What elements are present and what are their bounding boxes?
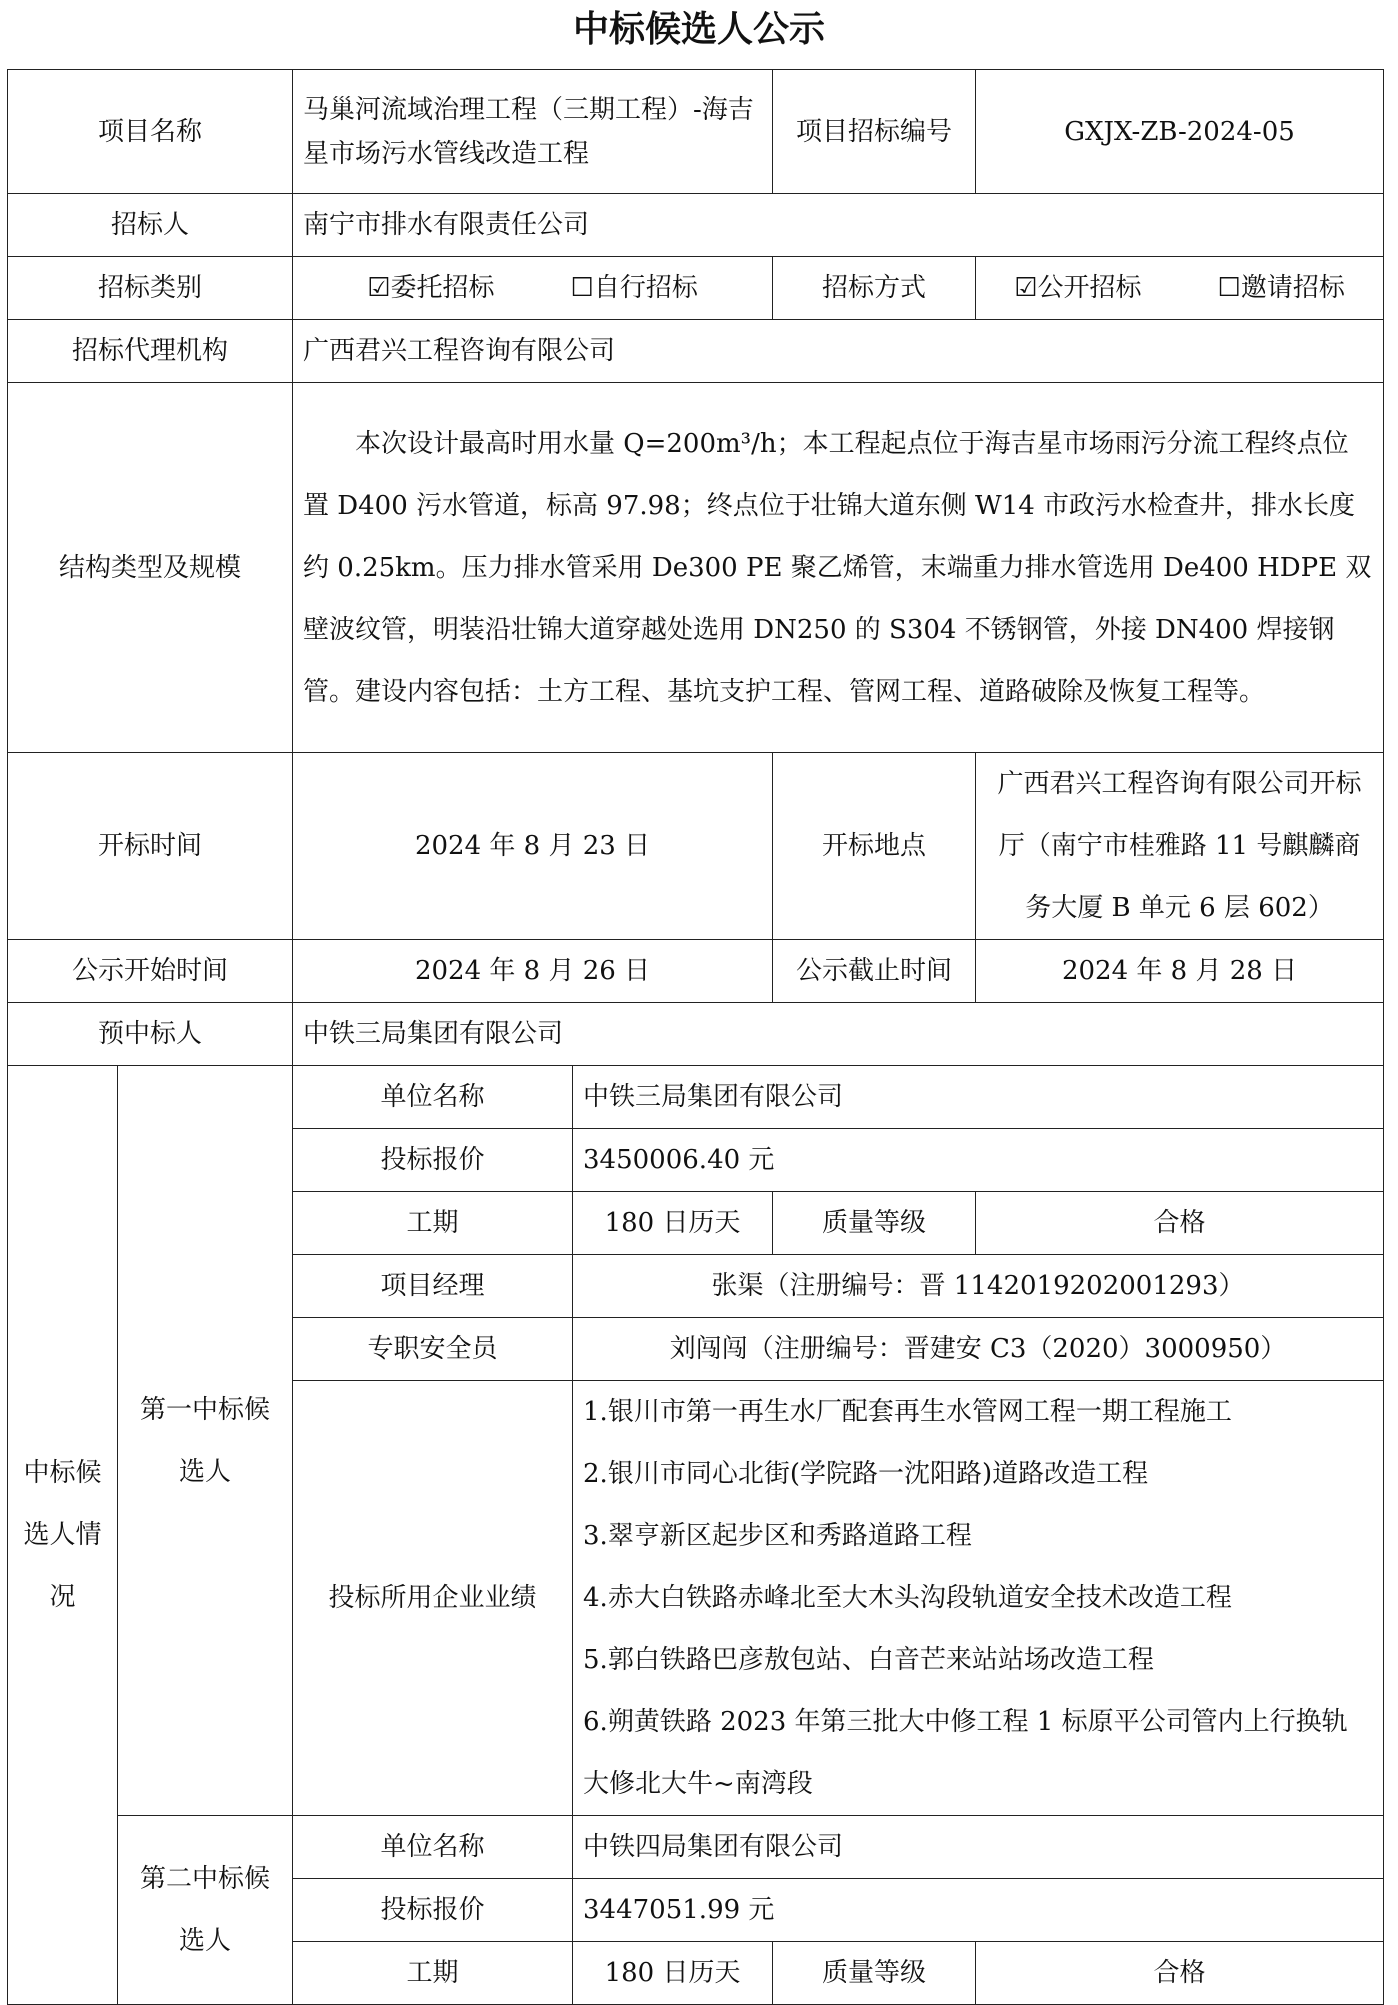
first-perf-label: 投标所用企业业绩 — [293, 1381, 573, 1816]
first-quality-value: 合格 — [976, 1192, 1384, 1255]
first-pm-label: 项目经理 — [293, 1255, 573, 1318]
self-checkbox[interactable]: ☐自行招标 — [570, 273, 698, 303]
opening-place-value: 广西君兴工程咨询有限公司开标厅（南宁市桂雅路 11 号麒麟商务大厦 B 单元 6 层 602） — [976, 753, 1384, 940]
perf-item: 1.银川市第一再生水厂配套再生水管网工程一期工程施工 — [583, 1397, 1232, 1427]
agency-value: 广西君兴工程咨询有限公司 — [293, 320, 1384, 383]
bid-type-label: 招标类别 — [8, 257, 293, 320]
bid-type-options — [293, 257, 773, 320]
perf-item: 2.银川市同心北街(学院路一沈阳路)道路改造工程 — [583, 1459, 1149, 1489]
second-price-value: 3447051.99 元 — [573, 1879, 1384, 1942]
second-quality-label: 质量等级 — [773, 1942, 976, 2005]
perf-item: 4.赤大白铁路赤峰北至大木头沟段轨道安全技术改造工程 — [583, 1583, 1232, 1613]
publicity-end-label: 公示截止时间 — [773, 940, 976, 1003]
first-perf-list — [573, 1381, 1384, 1816]
candidates-label: 中标候选人情况 — [8, 1066, 118, 2005]
second-price-label: 投标报价 — [293, 1879, 573, 1942]
agency-label: 招标代理机构 — [8, 320, 293, 383]
publicity-start-value: 2024 年 8 月 26 日 — [293, 940, 773, 1003]
first-safety-value: 刘闯闯（注册编号：晋建安 C3（2020）3000950） — [573, 1318, 1384, 1381]
opening-time-value: 2024 年 8 月 23 日 — [293, 753, 773, 940]
winner-value: 中铁三局集团有限公司 — [293, 1003, 1384, 1066]
winner-label: 预中标人 — [8, 1003, 293, 1066]
structure-label: 结构类型及规模 — [8, 383, 293, 753]
opening-place-label: 开标地点 — [773, 753, 976, 940]
first-quality-label: 质量等级 — [773, 1192, 976, 1255]
bid-candidates-table — [7, 69, 1384, 2005]
second-period-value: 180 日历天 — [573, 1942, 773, 2005]
second-quality-value: 合格 — [976, 1942, 1384, 2005]
open-checkbox[interactable]: ☑公开招标 — [1014, 273, 1142, 303]
first-candidate-label: 第一中标候选人 — [118, 1066, 293, 1816]
second-unit-label: 单位名称 — [293, 1816, 573, 1879]
publicity-start-label: 公示开始时间 — [8, 940, 293, 1003]
project-name-value: 马巢河流域治理工程（三期工程）-海吉星市场污水管线改造工程 — [293, 70, 773, 194]
invite-checkbox[interactable]: ☐邀请招标 — [1217, 273, 1345, 303]
opening-time-label: 开标时间 — [8, 753, 293, 940]
first-price-label: 投标报价 — [293, 1129, 573, 1192]
bid-method-label: 招标方式 — [773, 257, 976, 320]
publicity-end-value: 2024 年 8 月 28 日 — [976, 940, 1384, 1003]
project-code-label: 项目招标编号 — [773, 70, 976, 194]
tenderer-label: 招标人 — [8, 194, 293, 257]
tenderer-value: 南宁市排水有限责任公司 — [293, 194, 1384, 257]
second-candidate-label: 第二中标候选人 — [118, 1816, 293, 2005]
project-code-value: GXJX-ZB-2024-05 — [976, 70, 1384, 194]
first-unit-label: 单位名称 — [293, 1066, 573, 1129]
bid-method-options — [976, 257, 1384, 320]
perf-item: 6.朔黄铁路 2023 年第三批大中修工程 1 标原平公司管内上行换轨大修北大牛~南湾段 — [583, 1707, 1348, 1799]
perf-item: 5.郭白铁路巴彦敖包站、白音芒来站站场改造工程 — [583, 1645, 1154, 1675]
perf-item: 3.翠亨新区起步区和秀路道路工程 — [583, 1521, 972, 1551]
first-pm-value: 张渠（注册编号：晋 1142019202001293） — [573, 1255, 1384, 1318]
second-period-label: 工期 — [293, 1942, 573, 2005]
structure-value: 本次设计最高时用水量 Q=200m³/h；本工程起点位于海吉星市场雨污分流工程终点位置 D400 污水管道，标高 97.98；终点位于壮锦大道东侧 W14 市政污水检查井，排水长度约 0.25km。压力排水管采用 De300 PE 聚乙烯管，末端重力排水管选用 De400 HDPE 双壁波纹管，明装沿壮锦大道穿越处选用 DN250 的 S304 不锈钢管，外接 DN400 焊接钢管。建设内容包括：土方工程、基坑支护工程、管网工程、道路破除及恢复工程等。 — [293, 383, 1384, 753]
first-price-value: 3450006.40 元 — [573, 1129, 1384, 1192]
first-unit-value: 中铁三局集团有限公司 — [573, 1066, 1384, 1129]
second-unit-value: 中铁四局集团有限公司 — [573, 1816, 1384, 1879]
first-period-label: 工期 — [293, 1192, 573, 1255]
first-safety-label: 专职安全员 — [293, 1318, 573, 1381]
first-period-value: 180 日历天 — [573, 1192, 773, 1255]
project-name-label: 项目名称 — [8, 70, 293, 194]
page-title: 中标候选人公示 — [572, 9, 825, 50]
entrusted-checkbox[interactable]: ☑委托招标 — [367, 273, 495, 303]
